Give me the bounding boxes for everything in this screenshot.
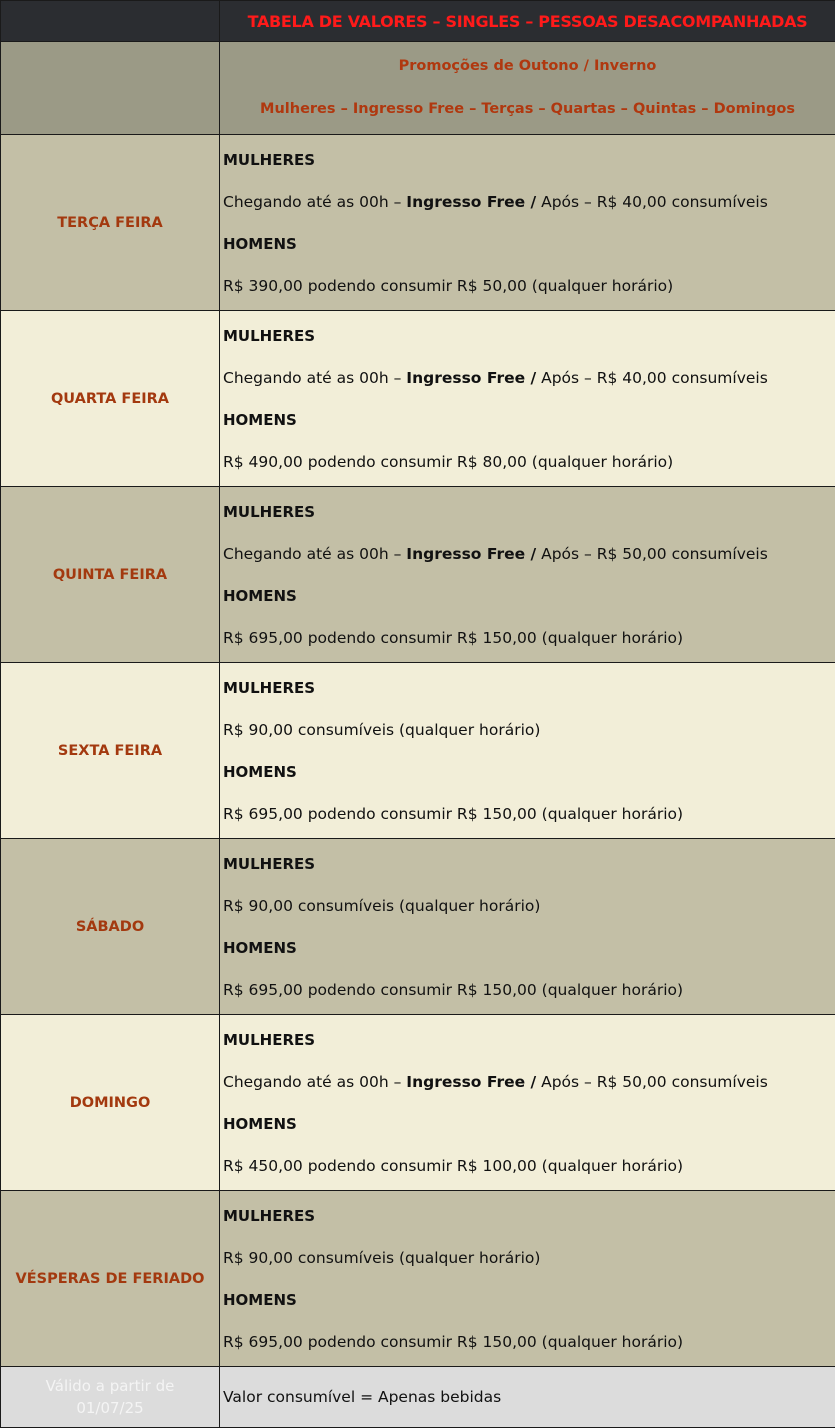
women-label: MULHERES	[223, 1195, 835, 1237]
men-label: HOMENS	[223, 1103, 835, 1145]
after-text: Após –	[536, 193, 597, 211]
day-info	[220, 1015, 835, 1191]
free-entry-text: Ingresso Free /	[406, 369, 536, 387]
day-row-sexta	[1, 663, 835, 839]
day-label: QUARTA FEIRA	[1, 311, 220, 487]
free-entry-text: Ingresso Free /	[406, 193, 536, 211]
women-after-value: R$ 50,00 consumíveis	[597, 1073, 768, 1091]
women-price	[223, 181, 835, 223]
day-label: VÉSPERAS DE FERIADO	[1, 1191, 220, 1367]
arriving-text: Chegando até as 00h –	[223, 369, 406, 387]
day-info	[220, 487, 835, 663]
day-label: QUINTA FEIRA	[1, 487, 220, 663]
men-label: HOMENS	[223, 399, 835, 441]
promo-cell	[220, 42, 835, 135]
women-price: R$ 90,00 consumíveis (qualquer horário)	[223, 1237, 835, 1279]
women-price	[223, 533, 835, 575]
promo-season: Promoções de Outono / Inverno	[220, 45, 835, 88]
arriving-text: Chegando até as 00h –	[223, 545, 406, 563]
promo-details: Mulheres – Ingresso Free – Terças – Quartas – Quintas – Domingos	[220, 88, 835, 131]
women-price	[223, 1061, 835, 1103]
women-after-value: R$ 40,00 consumíveis	[597, 369, 768, 387]
day-row-quinta	[1, 487, 835, 663]
day-row-sabado	[1, 839, 835, 1015]
promo-row	[1, 42, 835, 135]
day-row-domingo	[1, 1015, 835, 1191]
women-price: R$ 90,00 consumíveis (qualquer horário)	[223, 885, 835, 927]
women-label: MULHERES	[223, 843, 835, 885]
men-label: HOMENS	[223, 927, 835, 969]
after-text: Após –	[536, 369, 597, 387]
after-text: Após –	[536, 1073, 597, 1091]
day-info	[220, 1191, 835, 1367]
day-info	[220, 135, 835, 311]
women-label: MULHERES	[223, 139, 835, 181]
day-label: TERÇA FEIRA	[1, 135, 220, 311]
after-text: Após –	[536, 545, 597, 563]
arriving-text: Chegando até as 00h –	[223, 1073, 406, 1091]
header-empty-cell	[1, 1, 220, 42]
header-row	[1, 1, 835, 42]
women-label: MULHERES	[223, 667, 835, 709]
consumable-note: Valor consumível = Apenas bebidas	[220, 1367, 835, 1428]
day-info	[220, 839, 835, 1015]
validity-line1: Válido a partir de	[1, 1375, 219, 1397]
men-label: HOMENS	[223, 575, 835, 617]
day-row-quarta	[1, 311, 835, 487]
women-label: MULHERES	[223, 491, 835, 533]
promo-empty-cell	[1, 42, 220, 135]
women-price: R$ 90,00 consumíveis (qualquer horário)	[223, 709, 835, 751]
men-label: HOMENS	[223, 1279, 835, 1321]
day-row-vesperas	[1, 1191, 835, 1367]
women-after-value: R$ 50,00 consumíveis	[597, 545, 768, 563]
day-row-terca	[1, 135, 835, 311]
men-price: R$ 390,00 podendo consumir R$ 50,00 (qualquer horário)	[223, 265, 835, 307]
arriving-text: Chegando até as 00h –	[223, 193, 406, 211]
validity-date: 01/07/25	[1, 1397, 219, 1419]
table-title: TABELA DE VALORES – SINGLES – PESSOAS DESACOMPANHADAS	[220, 1, 835, 42]
women-label: MULHERES	[223, 315, 835, 357]
validity-cell	[1, 1367, 220, 1428]
women-after-value: R$ 40,00 consumíveis	[597, 193, 768, 211]
day-label: SÁBADO	[1, 839, 220, 1015]
men-label: HOMENS	[223, 223, 835, 265]
men-price: R$ 695,00 podendo consumir R$ 150,00 (qualquer horário)	[223, 793, 835, 835]
women-price	[223, 357, 835, 399]
free-entry-text: Ingresso Free /	[406, 1073, 536, 1091]
day-info	[220, 311, 835, 487]
men-label: HOMENS	[223, 751, 835, 793]
free-entry-text: Ingresso Free /	[406, 545, 536, 563]
men-price: R$ 695,00 podendo consumir R$ 150,00 (qualquer horário)	[223, 969, 835, 1011]
day-info	[220, 663, 835, 839]
men-price: R$ 450,00 podendo consumir R$ 100,00 (qualquer horário)	[223, 1145, 835, 1187]
men-price: R$ 490,00 podendo consumir R$ 80,00 (qualquer horário)	[223, 441, 835, 483]
men-price: R$ 695,00 podendo consumir R$ 150,00 (qualquer horário)	[223, 617, 835, 659]
day-label: SEXTA FEIRA	[1, 663, 220, 839]
women-label: MULHERES	[223, 1019, 835, 1061]
footer-row	[1, 1367, 835, 1428]
men-price: R$ 695,00 podendo consumir R$ 150,00 (qualquer horário)	[223, 1321, 835, 1363]
day-label: DOMINGO	[1, 1015, 220, 1191]
